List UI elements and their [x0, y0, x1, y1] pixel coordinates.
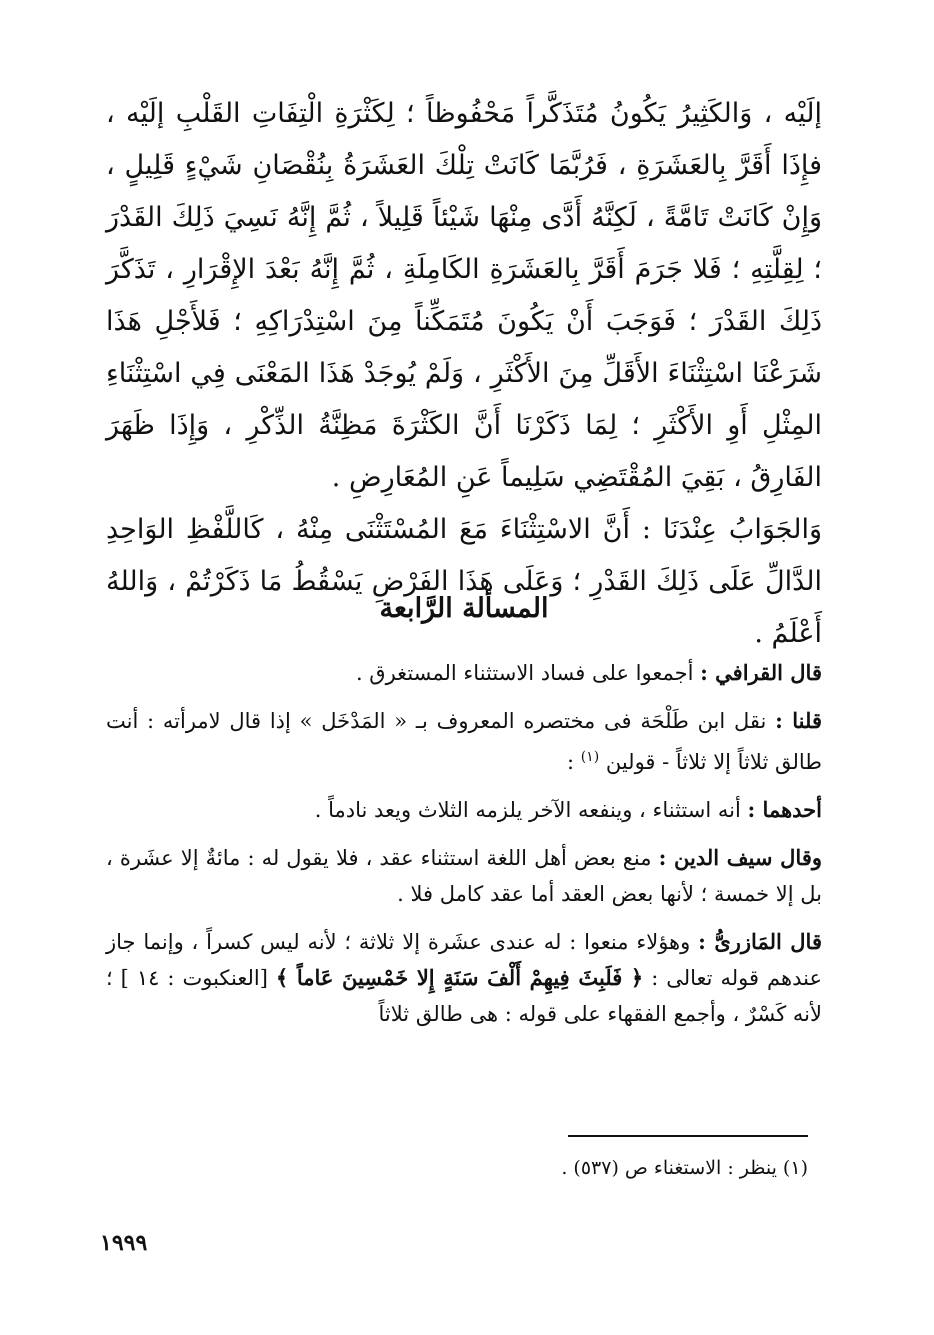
paragraph-lead: أحدهما : — [747, 797, 822, 822]
paragraph-lead: قال القرافي : — [700, 660, 822, 685]
paragraph-text: وهؤلاء منعوا : له عندى عشَرة إلا ثلاثة ؛ لأنه ليس كسراً ، وإنما جاز عندهم قوله تعالى : — [106, 930, 822, 990]
quran-verse: ﴿ فَلَبِثَ فِيهِمْ أَلْفَ سَنَةٍ إِلا خَمْسِينَ عَاماً ﴾ — [275, 965, 644, 990]
paragraph — [106, 792, 822, 828]
footnote-reference: (١) — [580, 749, 600, 765]
paragraph-text: أجمعوا على فساد الاستثناء المستغرق . — [355, 661, 701, 685]
paragraph-lead: قال المَازرىُّ : — [698, 929, 822, 954]
paragraph-lead: قلنا : — [775, 708, 822, 733]
paragraph — [106, 655, 822, 691]
paragraph-text: نقل ابن طَلْحَة فى مختصره المعروف بـ « المَدْخَل » إذا قال لامرأته : أنت طالق ثلاثاً إلا ثلاثاً - قولين — [106, 709, 822, 774]
paragraph — [106, 924, 822, 1032]
footnote: (١) ينظر : الاستغناء ص (٥٣٧) . — [561, 1157, 808, 1179]
paragraph — [106, 840, 822, 912]
body-text-top — [106, 88, 822, 660]
paragraph-text: : — [566, 750, 581, 774]
paragraph: وَالجَوَابُ عِنْدَنَا : أَنَّ الاسْتِثْنَاءَ مَعَ المُسْتَثْنَى مِنْهُ ، كَاللَّفْظِ الوَاحِدِ الدَّالِّ عَلَى ذَلِكَ القَدْرِ ؛ وَعَلَى هَذَا الفَرْضِ يَسْقُطُ مَا ذَكَرْتُمْ ، وَاللهُ أَعْلَمُ . — [106, 514, 822, 649]
paragraph — [106, 703, 822, 780]
section-heading: المسألة الرَّابعة — [379, 593, 549, 624]
paragraph-text: منع بعض أهل اللغة استثناء عقد ، فلا يقول له : مائةٌ إلا عشَرة ، بل إلا خمسة ؛ لأنها بعض العقد أما عقد كامل فلا . — [106, 846, 822, 906]
paragraph: إلَيْه ، وَالكَثِيرُ يَكُونُ مُتَذَكَّراً مَحْفُوظاً ؛ لِكَثْرَةِ الْتِفَاتِ القَلْبِ إلَيْه ، فإِذَا أَقَرَّ بِالعَشَرَةِ ، فَرُبَّمَا كَانَتْ تِلْكَ العَشَرَةُ بِنُقْصَانِ شَيْءٍ قَلِيلٍ ، وَإِنْ كَانَتْ تَامَّةً ، لَكِنَّهُ أَدَّى مِنْهَا شَيْئاً قَلِيلاً ، ثُمَّ إِنَّهُ نَسِيَ ذَلِكَ القَدْرَ ؛ لِقِلَّتِهِ ؛ فَلا جَرَمَ أَقَرَّ بِالعَشَرَةِ الكَامِلَةِ ، ثُمَّ إِنَّهُ بَعْدَ الإِقْرَارِ ، تَذَكَّرَ ذَلِكَ القَدْرَ ؛ فَوَجَبَ أَنْ يَكُونَ مُتَمَكِّناً مِنَ اسْتِدْرَاكِهِ ؛ فَلأَجْلِ هَذَا شَرَعْنَا اسْتِثْنَاءَ الأَقَلِّ مِنَ الأَكْثَرِ ، وَلَمْ يُوجَدْ هَذَا المَعْنَى فِي اسْتِثْنَاءِ المِثْلِ أَوِ الأَكْثَرِ ؛ لِمَا ذَكَرْنَا أَنَّ الكَثْرَةَ مَظِنَّةُ الذِّكْرِ ، وَإِذَا ظَهَرَ الفَارِقُ ، بَقِيَ المُقْتَضِي سَلِيماً عَنِ المُعَارِضِ . — [106, 98, 822, 493]
footnote-divider — [568, 1135, 808, 1137]
page-number: ١٩٩٩ — [100, 1230, 148, 1256]
paragraph-text: أنه استثناء ، وينفعه الآخر يلزمه الثلاث ويعد نادماً . — [314, 798, 748, 822]
paragraph-lead: وقال سيف الدين : — [658, 845, 823, 870]
paragraph-text: [العنكبوت : ١٤ ] ؛ لأنه كَسْرٌ ، وأجمع الفقهاء على قوله : هى طالق ثلاثاً — [106, 966, 822, 1026]
body-text-bottom — [106, 655, 822, 1032]
